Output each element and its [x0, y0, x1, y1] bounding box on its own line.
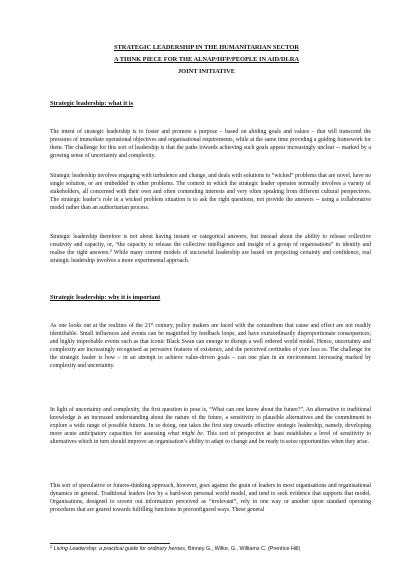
paragraph-uncertainty-text-end: . This sort of perspective at least establishes a level of sensitivity to alternatives which in turn should improve an organisation’s ability to adapt to change and be ready to seize opportunities when they arise. [50, 431, 371, 446]
document-title-line-3: JOINT INITIATIVE [177, 68, 236, 75]
section-heading-what-it-is: Strategic leadership: what it is [50, 100, 134, 107]
paragraph-21st-century [50, 322, 371, 371]
footnote-citation: , Binney G., Wilke, G., Williams C. (Prentice Hill) [184, 546, 301, 552]
footnote [50, 546, 370, 553]
footnote-book-title: Living Leadership: a practical guide for ordinary heroes [53, 546, 185, 552]
section-heading-why-important: Strategic leadership: why it is important [50, 294, 161, 301]
paragraph-intent: The intent of strategic leadership is to foster and promote a purpose – based on abiding goals and values – that will transcend the pressures of immediate operational objectives and organisational requirements, while at the same time providing a guiding framework for them. The challenge for this sort of leadership is that the paths towards achieving such goals appear increasingly unclear -- marked by a growing sense of uncertainty and complexity. [50, 129, 371, 160]
paragraph-collective-creativity-text: Strategic leadership therefore is not about having instant or categorical answers, but instead about the ability to release collective creativity and capacity, or, “the capacity to release the collective intelligence and insight of a group of organisations” to identify and realise the right answers. [50, 234, 371, 257]
paragraph-uncertainty-text: In light of uncertainty and complexity, the first question to pose is, “What can one know about the future?”. An alternative to traditional knowledge is an increased understanding about the nature of the future, a sensitivity to plausible alternatives and the commitment to explore a wide range of possible futures. In so doing, one takes the first step towards effective strategic leadership, namely, developing more acute anticipatory capacities for assessing [50, 407, 371, 438]
footnote-divider [50, 543, 170, 544]
paragraph-21st-century-text-end: century, policy makers are faced with the conundrum that cause and effect are not readily identifiable. Small influences and events can be magnified by feedback loops, and have extraordinarily disproportionate consequences; and highly improbable events such as that iconic Black Swan can emerge to disrupt a well ordered world model. Hence, uncertainty and complexity are increasingly recognised as pervasive features of existence, and the perceived certitudes of yore less so. The challenge for the strategic leader is how – in an attempt to achieve value-driven goals – can one plan in an environment increasing marked by complexity and uncertainty. [50, 323, 371, 370]
paragraph-turbulence: Strategic leadership involves engaging with turbulence and change, and deals with solutions to “wicked” problems that are novel, have no single solution, or are embedded in other problems. The context in which the strategic leader operates normally involves a variety of stakeholders, all concerned with their own and often contending interests and very often speaking from different cultural perspectives. The strategic leader’s role in a wicked problem situation is to ask the right questions, not provide the answers -- using a collaborative model rather than an authoritarian process. [50, 173, 371, 212]
paragraph-collective-creativity-text-end: While many current models of successful leadership are based on projecting certainty and confidence, real strategic leadership involves a more experimental approach. [50, 250, 371, 265]
paragraph-21st-century-text: As one looks out at the realities of the 21 [50, 323, 151, 329]
emphasis-what-might-be: what might be [167, 431, 203, 438]
document-title-line-1: STRATEGIC LEADERSHIP IN THE HUMANITARIAN SECTOR [113, 44, 300, 51]
paragraph-uncertainty [50, 406, 371, 446]
ordinal-suffix: st [150, 321, 154, 326]
footnote-number: 2 [50, 544, 53, 549]
document-title-line-2: A THINK PIECE FOR THE ALNAP/HFP/PEOPLE IN AID/DLRA [114, 56, 299, 63]
paragraph-collective-creativity [50, 233, 371, 265]
paragraph-futures-thinking: This sort of speculative or futures-thinking approach, however, goes against the grain of leaders in most organisations and organisational dynamics in general. Traditional leaders live by a hard-won personal world model, and tend to seek evidence that supports that model. Organisations, designed to screen out information perceived as “irrelevant”, rely in one way or another upon standard operating procedures that are geared towards fulfilling functions in preconfigured ways. These general [50, 483, 371, 514]
footnote-reference: 2 [109, 248, 112, 254]
